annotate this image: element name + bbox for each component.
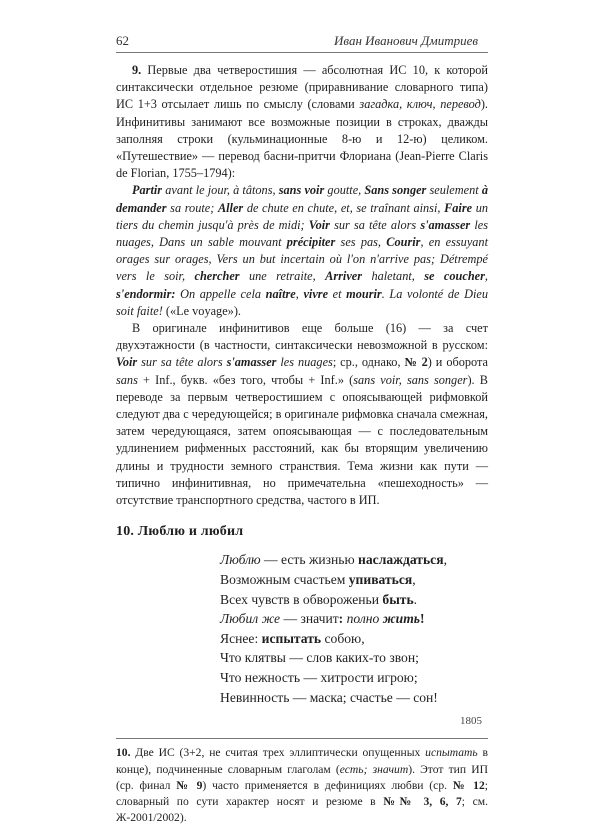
- page-number: 62: [116, 33, 129, 48]
- cross-reference: № 12: [452, 778, 485, 792]
- item-number: 9.: [132, 63, 142, 77]
- item-number: 10.: [116, 746, 131, 760]
- poem-date: 1805: [460, 715, 482, 728]
- poem-line: Яснее: испытать собою,: [220, 630, 365, 646]
- french-quote: Partir avant le jour, à tâtons, sans voir goutte, Sans songer seulement à demander sa route; Aller de chute en chute, et, se traînant ainsi, Faire un tiers du chemin jusqu'à près de midi; Voir sur sa tête alors s'amasser les nuages, Dans un sable mouvant précipiter ses pas, Courir, en essuyant orages sur orages, Vers un but incertain où l'on n'arrive pas; Détrempé vers le soir, chercher une retraite, Arriver haletant, se coucher, s'endormir: On appelle cela naître, vivre et mourir. La volonté de Dieu soit faite! («Le voyage»).: [116, 183, 489, 318]
- paragraph-9: 9. Первые два четверостишия — абсолютная ИС 10, к которой синтаксически отдельное резюме (приравнивание словарного типа) ИС 1+3 отсылает лишь по смыслу (словами загадка, ключ, перевод). Инфинитивы занимают все возможные позиции в строках, дважды заполняя строки (кульминационные 8-ю и 12-ю) целиком. «Путешествие» — перевод басни-притчи Флориана (Jean-Pierre Claris de Florian, 1755–1794):: [116, 63, 488, 181]
- cross-reference: №№ 3, 6, 7: [383, 795, 462, 809]
- cross-reference: № 9: [176, 778, 203, 792]
- header-rule: [116, 52, 488, 53]
- poem-line: Что клятвы — слов каких-то звон;: [220, 650, 419, 666]
- poem-line: Люблю — есть жизнью наслаждаться,: [220, 552, 447, 568]
- page-body: [116, 62, 488, 826]
- quote-source: («Le voyage»).: [162, 303, 241, 318]
- running-header: [116, 33, 486, 53]
- poem-line: Возможным счастьем упиваться,: [220, 572, 416, 588]
- poem-line: Всех чувств в обвороженьи быть.: [220, 591, 418, 607]
- running-title: Иван Иванович Дмитриев: [334, 33, 478, 48]
- section-title: 10. Люблю и любил: [116, 524, 244, 540]
- poem-line: Что нежность — хитрости игрою;: [220, 670, 418, 686]
- paragraph-original: В оригинале инфинитивов еще больше (16) — за счет двухэтажности (в частности, синтаксически невозможной в русском: Voir sur sa tête alors s'amasser les nuages; ср., однако, № 2) и оборота sans + Inf., букв. «без того, чтобы + Inf.» (sans voir, sans songer). В переводе за первым четверостишием с опоясывающей рифмовкой следуют два с чередующейся; в оригинале рифмовка сначала смежная, затем чередующаяся, затем опоясывающая — с последовательным удлинением рифменных расстояний, как бы вторящим увеличению длины и трудности земного странствия. Тема жизни как пути — типично инфинитивная, но примечательна «пешеходность» — отсутствие транспортного средства, частого в ИП.: [116, 321, 488, 508]
- note-rule: [116, 738, 488, 739]
- poem-line: Любил же — значит: полно жить!: [220, 611, 425, 627]
- note-10: 10. Две ИС (3+2, не считая трех эллиптически опущенных испытать в конце), подчиненные словарным глаголам (есть; значит). Этот тип ИП (ср. финал № 9) часто применяется в дефинициях любви (ср. № 12; словарный по сути характер носят и резюме в №№ 3, 6, 7; см. Ж-2001/2002).: [116, 746, 489, 825]
- cross-reference: № 2: [404, 355, 428, 370]
- poem-line: Невинность — маска; счастье — сон!: [220, 689, 438, 705]
- poem: [220, 550, 488, 707]
